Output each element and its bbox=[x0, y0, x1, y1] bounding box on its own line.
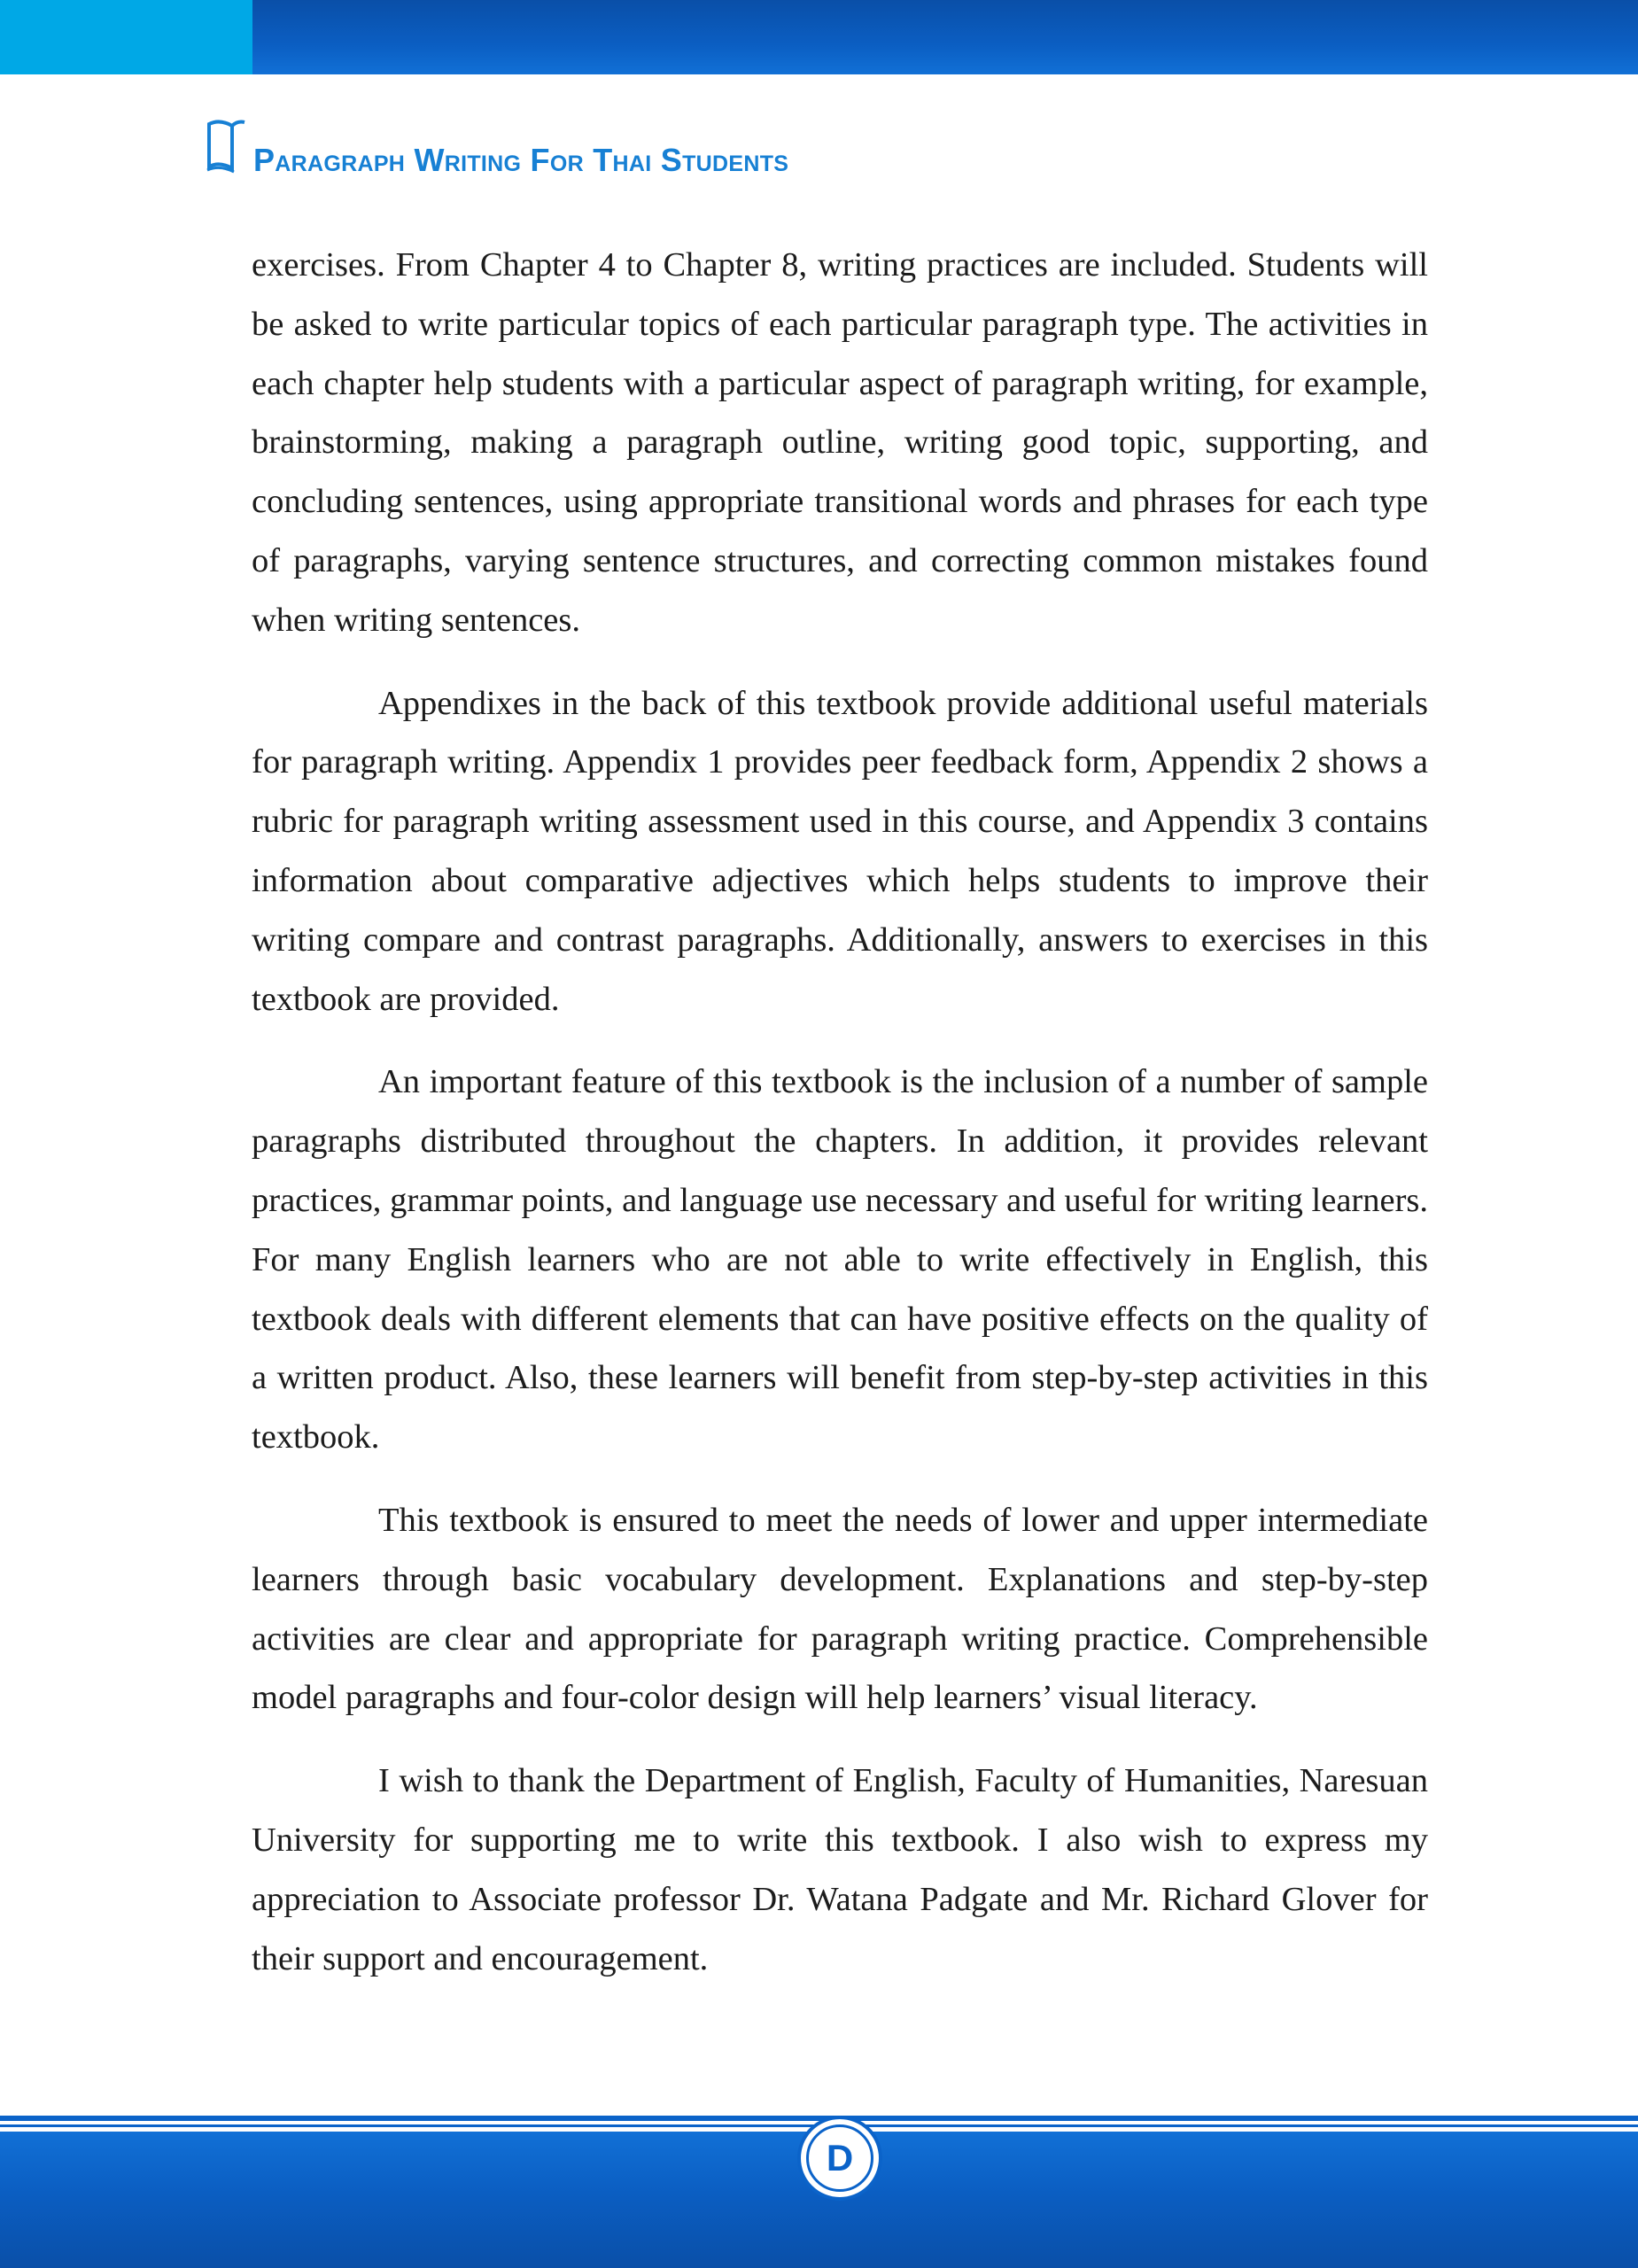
page-number-badge bbox=[797, 2116, 882, 2201]
paragraph-learners: This textbook is ensured to meet the needs of lower and upper intermediate learners through basic vocabulary development. Explanations and step-by-step activities are clear and appropriate for paragraph writing practice. Comprehensible model paragraphs and four-color design will help learners’ visual literacy. bbox=[252, 1501, 1428, 1717]
paragraph-appendixes: Appendixes in the back of this textbook provide additional useful materials for paragraph writing. Appendix 1 provides peer feedback form, Appendix 2 shows a rubric for paragraph writing assessment used in this course, and Appendix 3 contains information about comparative adjectives which helps students to improve their writing compare and contrast paragraphs. Additionally, answers to exercises in this textbook are provided. bbox=[252, 684, 1428, 1018]
page-footer bbox=[0, 2116, 1638, 2268]
paragraph-continuation: exercises. From Chapter 4 to Chapter 8, writing practices are included. Students will be asked to write particular topics of each particular paragraph type. The activities in each chapter help students with a particular aspect of paragraph writing, for example, brainstorming, making a paragraph outline, writing good topic, supporting, and concluding sentences, using appropriate transitional words and phrases for each type of paragraphs, varying sentence structures, and correcting common mistakes found when writing sentences. bbox=[252, 246, 1428, 639]
top-accent-block bbox=[0, 0, 252, 74]
paragraph-features: An important feature of this textbook is the inclusion of a number of sample paragraphs distributed throughout the chapters. In addition, it provides relevant practices, grammar points, and language use necessary and useful for writing learners. For many English learners who are not able to write effectively in English, this textbook deals with different elements that can have positive effects on the quality of a written product. Also, these learners will benefit from step-by-step activities in this textbook. bbox=[252, 1063, 1428, 1456]
paragraph-acknowledgements: I wish to thank the Department of English, Faculty of Humanities, Naresuan University for supporting me to write this textbook. I also wish to express my appreciation to Associate professor Dr. Watana Padgate and Mr. Richard Glover for their support and encouragement. bbox=[252, 1762, 1428, 1977]
page-number-ring bbox=[806, 2124, 873, 2192]
running-head-title: Paragraph Writing For Thai Students bbox=[253, 142, 789, 178]
body-text bbox=[252, 236, 1428, 2012]
open-book-icon bbox=[206, 117, 246, 175]
page-number: D bbox=[826, 2137, 854, 2179]
